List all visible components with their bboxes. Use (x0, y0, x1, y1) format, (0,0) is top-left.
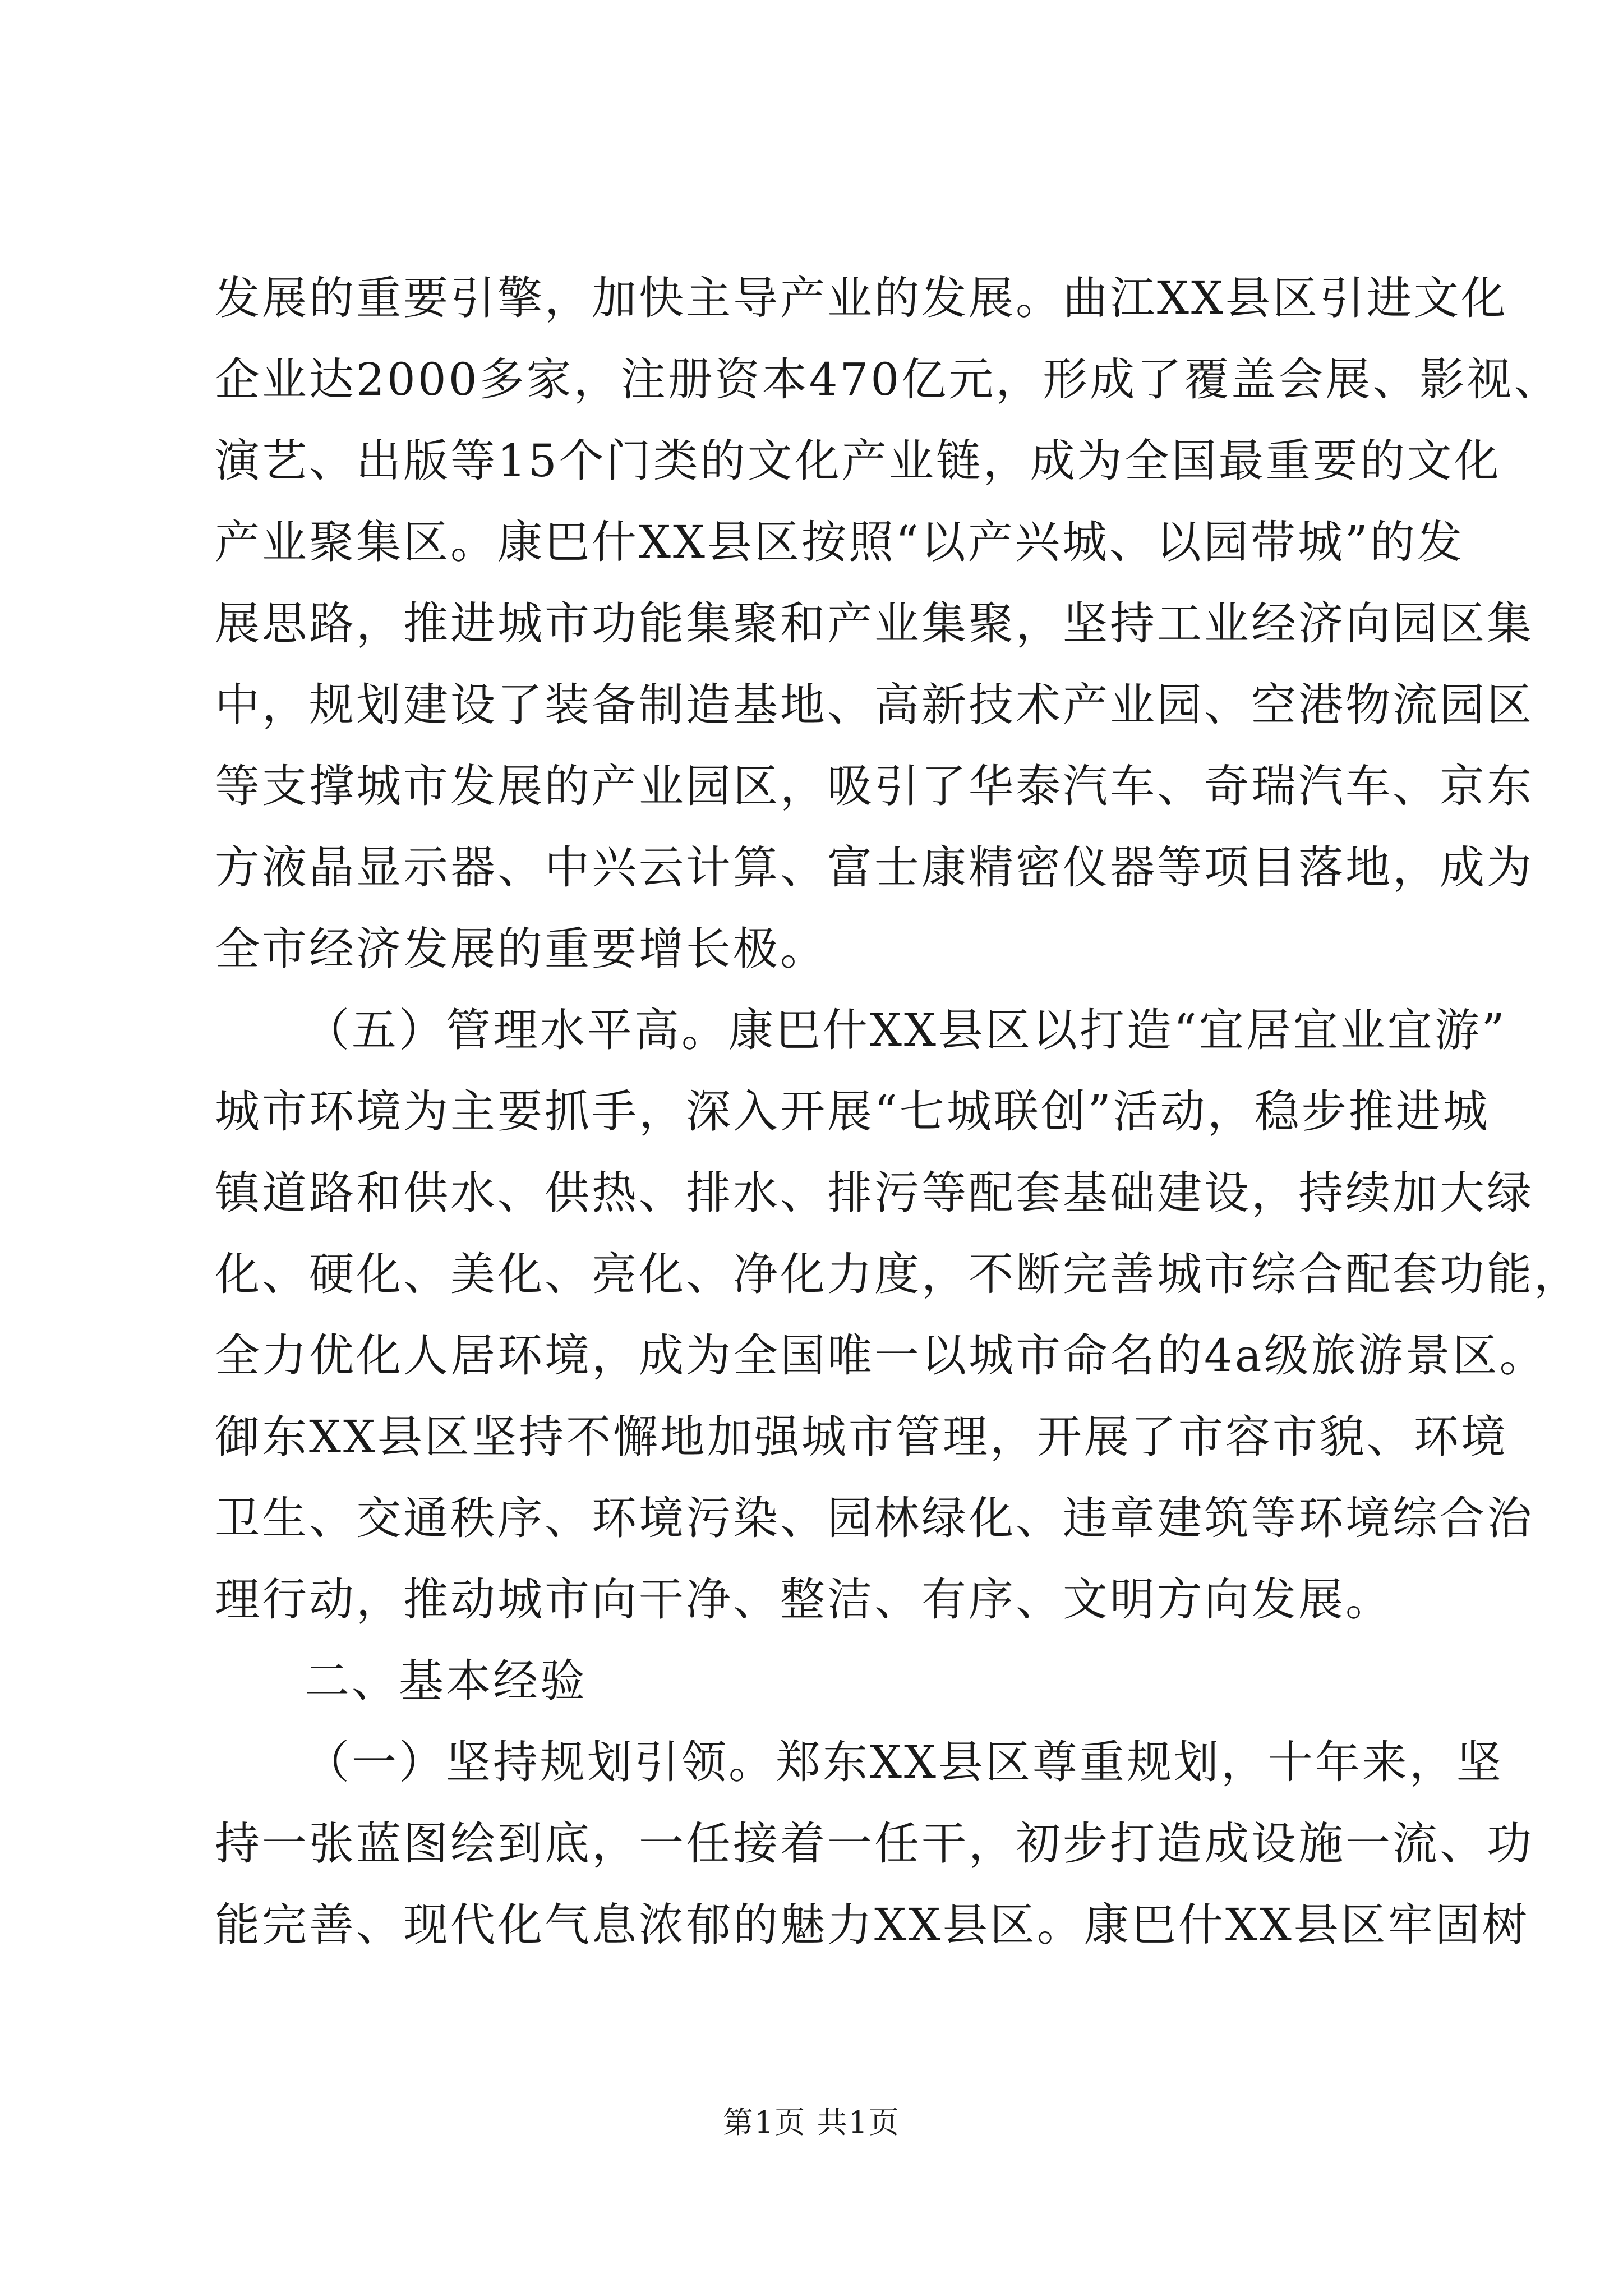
body-line: 演艺、出版等15个门类的文化产业链，成为全国最重要的文化 (215, 435, 1501, 487)
body-line: 等支撑城市发展的产业园区，吸引了华泰汽车、奇瑞汽车、京东 (215, 760, 1534, 812)
body-line: 卫生、交通秩序、环境污染、园林绿化、违章建筑等环境综合治 (215, 1492, 1534, 1544)
body-line: 企业达2000多家，注册资本470亿元，形成了覆盖会展、影视、 (215, 353, 1561, 406)
body-line: 展思路，推进城市功能集聚和产业集聚，坚持工业经济向园区集 (215, 597, 1534, 650)
body-line: 理行动，推动城市向干净、整洁、有序、文明方向发展。 (215, 1573, 1393, 1626)
section-paragraph-start: （一）坚持规划引领。郑东XX县区尊重规划，十年来，坚 (305, 1736, 1504, 1788)
body-line: 能完善、现代化气息浓郁的魅力XX县区。康巴什XX县区牢固树 (215, 1899, 1529, 1951)
body-line: 发展的重要引擎，加快主导产业的发展。曲江XX县区引进文化 (215, 272, 1508, 324)
body-line: 镇道路和供水、供热、排水、排污等配套基础建设，持续加大绿 (215, 1167, 1534, 1219)
body-line: 城市环境为主要抓手，深入开展“七城联创”活动，稳步推进城 (215, 1085, 1490, 1138)
body-line: 全市经济发展的重要增长极。 (215, 923, 827, 975)
body-line: 御东XX县区坚持不懈地加强城市管理，开展了市容市貌、环境 (215, 1411, 1508, 1463)
body-line: 产业聚集区。康巴什XX县区按照“以产兴城、以园带城”的发 (215, 516, 1464, 568)
body-line: 方液晶显示器、中兴云计算、富士康精密仪器等项目落地，成为 (215, 841, 1534, 894)
section-paragraph-start: （五）管理水平高。康巴什XX县区以打造“宜居宜业宜游” (305, 1004, 1507, 1056)
body-line: 全力优化人居环境，成为全国唯一以城市命名的4a级旅游景区。 (215, 1329, 1547, 1382)
body-line: 化、硬化、美化、亮化、净化力度，不断完善城市综合配套功能， (215, 1248, 1581, 1300)
body-line: 持一张蓝图绘到底，一任接着一任干，初步打造成设施一流、功 (215, 1818, 1534, 1870)
page-footer: 第1页 共1页 (723, 2105, 900, 2140)
body-line: 中，规划建设了装备制造基地、高新技术产业园、空港物流园区 (215, 679, 1534, 731)
section-heading: 二、基本经验 (305, 1655, 587, 1707)
